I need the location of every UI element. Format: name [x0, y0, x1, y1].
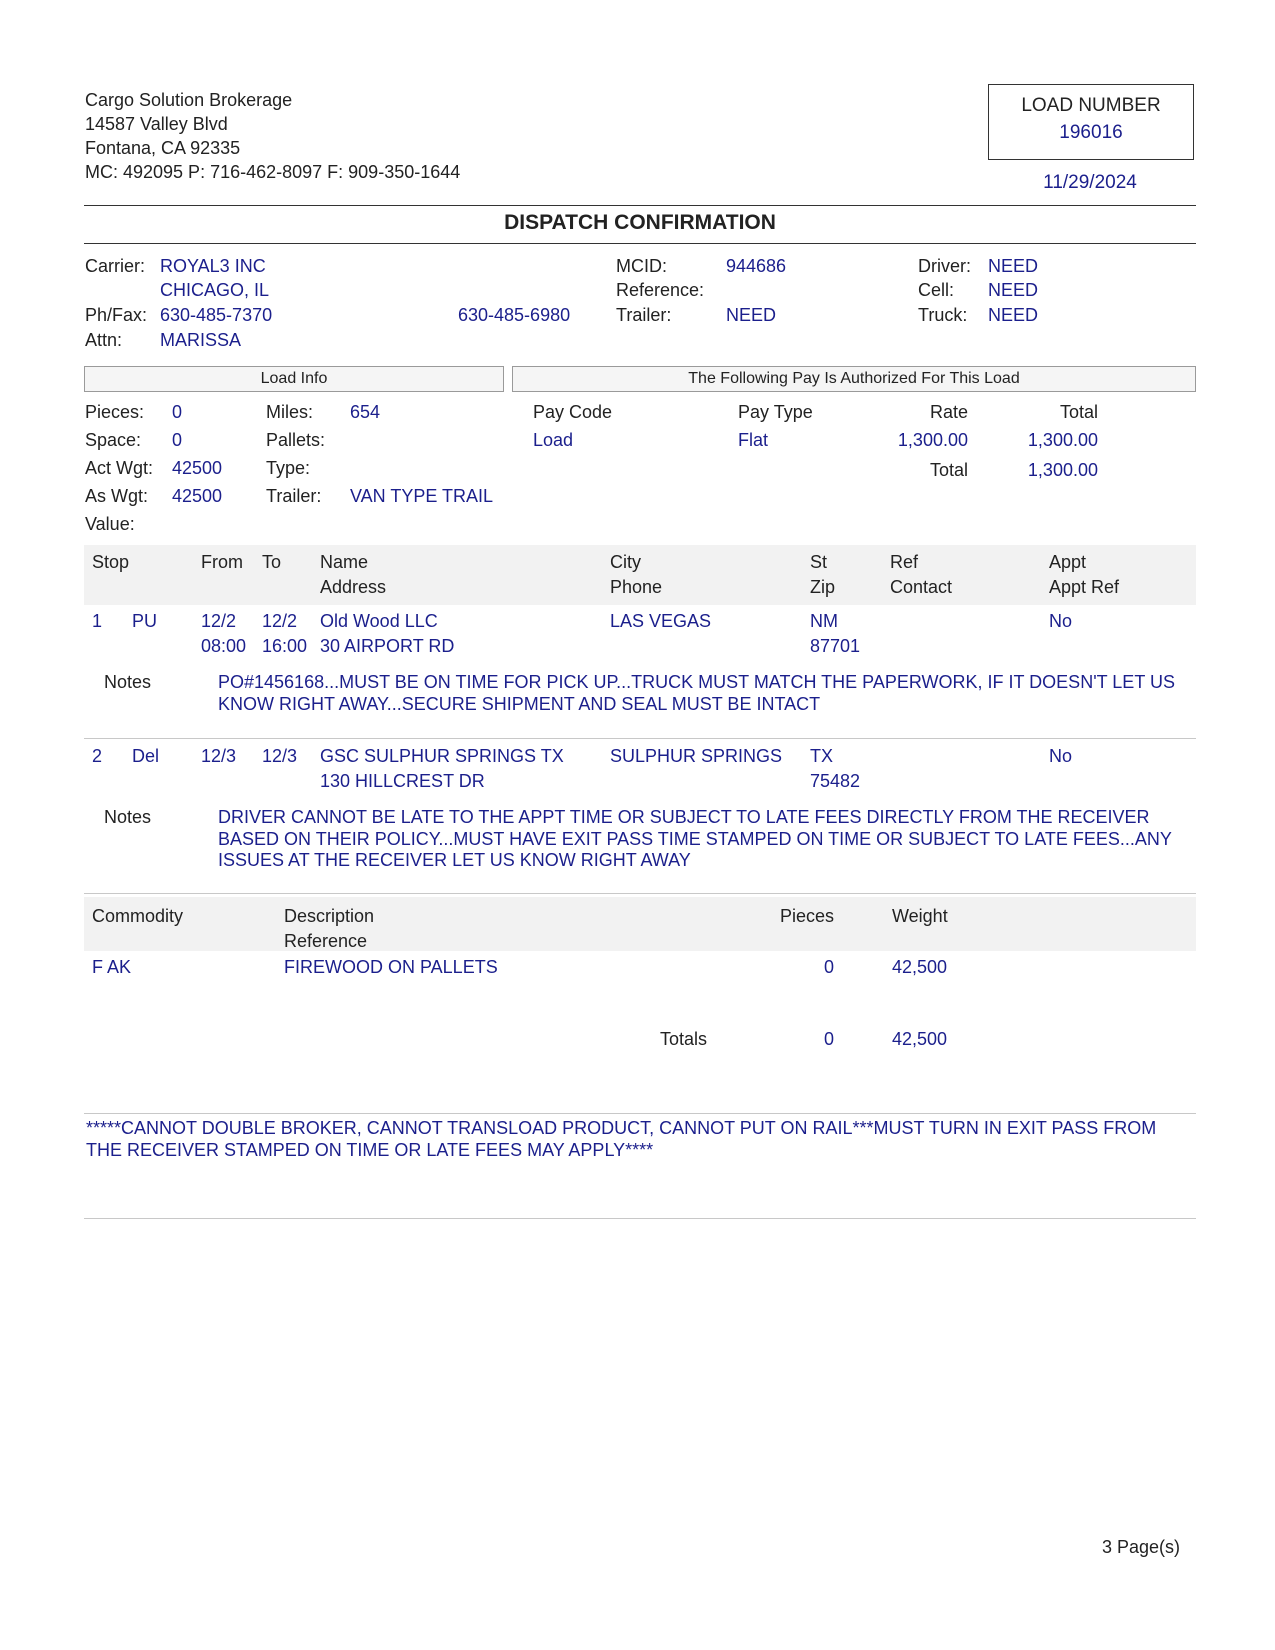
stop2-number: 2 [92, 746, 103, 766]
aswgt-label: As Wgt: [85, 486, 149, 506]
stop-divider [84, 738, 1196, 739]
stops-col-zip: Zip [810, 577, 836, 597]
stop2-zip: 75482 [810, 771, 861, 791]
stop1-city: LAS VEGAS [610, 611, 712, 631]
title-rule-top [84, 205, 1196, 206]
page-count: 3 Page(s) [1101, 1537, 1180, 1557]
type-label: Type: [266, 458, 311, 478]
totals-pieces: 0 [823, 1029, 834, 1049]
actwgt-label: Act Wgt: [85, 458, 154, 478]
commodity-col-pieces: Pieces [779, 906, 834, 926]
truck-label: Truck: [918, 305, 968, 325]
company-address-line2: Fontana, CA 92335 [85, 138, 241, 158]
commodity-col-weight: Weight [892, 906, 948, 926]
commodity-divider [84, 893, 1196, 894]
load-info-header: Load Info [84, 366, 504, 392]
page-title: DISPATCH CONFIRMATION [504, 211, 776, 234]
load-trailer-value: VAN TYPE TRAIL [350, 486, 494, 506]
paytype-col-header: Pay Type [738, 402, 813, 422]
attn-label: Attn: [85, 330, 123, 350]
cell-label: Cell: [918, 280, 955, 300]
footer-note-rule-top [84, 1113, 1196, 1114]
carrier-fax: 630-485-6980 [458, 305, 571, 325]
carrier-city: CHICAGO, IL [160, 280, 270, 300]
stops-col-address: Address [320, 577, 387, 597]
company-contact-line: MC: 492095 P: 716-462-8097 F: 909-350-1644 [85, 162, 461, 182]
mcid-label: MCID: [616, 256, 667, 276]
phfax-label: Ph/Fax: [85, 305, 148, 325]
stops-col-appt: Appt [1049, 552, 1087, 572]
stop1-name: Old Wood LLC [320, 611, 438, 631]
truck-value: NEED [988, 305, 1039, 325]
stops-col-ref: Ref [890, 552, 919, 572]
footer-note: *****CANNOT DOUBLE BROKER, CANNOT TRANSLOAD PRODUCT, CANNOT PUT ON RAIL***MUST TURN IN EXIT PASS FROM THE RECEIVER STAMPED ON TIME OR LATE FEES MAY APPLY**** [86, 1118, 1157, 1160]
stops-col-st: St [810, 552, 828, 572]
total-col-header: Total [1059, 402, 1098, 422]
stops-col-from: From [201, 552, 243, 572]
carrier-attn: MARISSA [160, 330, 242, 350]
stop2-type: Del [132, 746, 160, 766]
actwgt-value: 42500 [172, 458, 223, 478]
carrier-name: ROYAL3 INC [160, 256, 266, 276]
stop1-notes: PO#1456168...MUST BE ON TIME FOR PICK UP...TRUCK MUST MATCH THE PAPERWORK, IF IT DOESN'T LET US KNOW RIGHT AWAY...SECURE SHIPMENT AND SEAL MUST BE INTACT [218, 672, 1175, 714]
stops-col-stop: Stop [92, 552, 130, 572]
pay-total-label: Total [929, 460, 968, 480]
stop2-from-date: 12/3 [201, 746, 237, 766]
commodity-col-reference: Reference [284, 931, 368, 951]
pay-header: The Following Pay Is Authorized For This Load [512, 366, 1196, 392]
company-address-line1: 14587 Valley Blvd [85, 114, 228, 134]
cell-value: NEED [988, 280, 1039, 300]
carrier-phone: 630-485-7370 [160, 305, 273, 325]
stop1-type: PU [132, 611, 158, 631]
stops-col-city: City [610, 552, 641, 572]
rate-col-header: Rate [929, 402, 968, 422]
stop2-notes-label: Notes [104, 807, 152, 827]
aswgt-value: 42500 [172, 486, 223, 506]
commodity-col-commodity: Commodity [92, 906, 184, 926]
stop1-from-date: 12/2 [201, 611, 237, 631]
value-label: Value: [85, 514, 135, 534]
stop2-state: TX [810, 746, 834, 766]
load-number-label: LOAD NUMBER [1021, 95, 1161, 116]
miles-label: Miles: [266, 402, 314, 422]
pay-grand-total: 1,300.00 [1027, 460, 1098, 480]
miles-value: 654 [350, 402, 381, 422]
company-name: Cargo Solution Brokerage [85, 90, 293, 110]
pieces-value: 0 [172, 402, 183, 422]
pay-row-rate: 1,300.00 [897, 430, 968, 450]
pay-row-paycode: Load [533, 430, 574, 450]
trailer-label: Trailer: [616, 305, 672, 325]
carrier-label: Carrier: [85, 256, 146, 276]
commodity-row-pieces: 0 [823, 957, 834, 977]
stop2-notes: DRIVER CANNOT BE LATE TO THE APPT TIME OR SUBJECT TO LATE FEES DIRECTLY FROM THE RECEIVER BASED ON THEIR POLICY...MUST HAVE EXIT PASS TIME STAMPED ON TIME OR SUBJECT TO LATE FEES...ANY ISSUES AT THE RECEIVER LET US KNOW RIGHT AWAY [218, 807, 1172, 870]
stop1-zip: 87701 [810, 636, 861, 656]
driver-value: NEED [988, 256, 1039, 276]
pallets-label: Pallets: [266, 430, 326, 450]
stop2-address: 130 HILLCREST DR [320, 771, 485, 791]
pay-row-total: 1,300.00 [1027, 430, 1098, 450]
totals-weight: 42,500 [892, 1029, 948, 1049]
stop2-city: SULPHUR SPRINGS [610, 746, 783, 766]
commodity-row-description: FIREWOOD ON PALLETS [284, 957, 498, 977]
trailer-value: NEED [726, 305, 777, 325]
commodity-col-description: Description [284, 906, 375, 926]
paycode-col-header: Pay Code [533, 402, 613, 422]
mcid-value: 944686 [726, 256, 787, 276]
stops-col-contact: Contact [890, 577, 953, 597]
load-number-box [988, 84, 1194, 160]
stop2-to-date: 12/3 [262, 746, 298, 766]
stops-col-name: Name [320, 552, 369, 572]
stop1-number: 1 [92, 611, 103, 631]
commodity-header-bar [84, 897, 1196, 951]
stop1-address: 30 AIRPORT RD [320, 636, 455, 656]
stop1-to-date: 12/2 [262, 611, 298, 631]
load-trailer-label: Trailer: [266, 486, 322, 506]
footer-note-rule-bottom [84, 1218, 1196, 1219]
stops-col-appt-ref: Appt Ref [1049, 577, 1120, 597]
commodity-row-weight: 42,500 [892, 957, 948, 977]
stops-col-to: To [262, 552, 282, 572]
stop1-from-time: 08:00 [201, 636, 247, 656]
stop1-state: NM [810, 611, 838, 631]
stops-col-phone: Phone [610, 577, 663, 597]
pay-row-paytype: Flat [738, 430, 769, 450]
commodity-row-commodity: F AK [92, 957, 132, 977]
reference-label: Reference: [616, 280, 705, 300]
stop2-name: GSC SULPHUR SPRINGS TX [320, 746, 564, 766]
driver-label: Driver: [918, 256, 971, 276]
stop1-appt: No [1049, 611, 1073, 631]
stop1-notes-label: Notes [104, 672, 152, 692]
pieces-label: Pieces: [85, 402, 145, 422]
space-value: 0 [172, 430, 183, 450]
stop1-to-time: 16:00 [262, 636, 308, 656]
title-rule-bottom [84, 243, 1196, 244]
stop2-appt: No [1049, 746, 1073, 766]
load-number: 196016 [1059, 122, 1123, 143]
space-label: Space: [85, 430, 142, 450]
totals-label: Totals [660, 1029, 708, 1049]
load-date: 11/29/2024 [1043, 172, 1137, 193]
